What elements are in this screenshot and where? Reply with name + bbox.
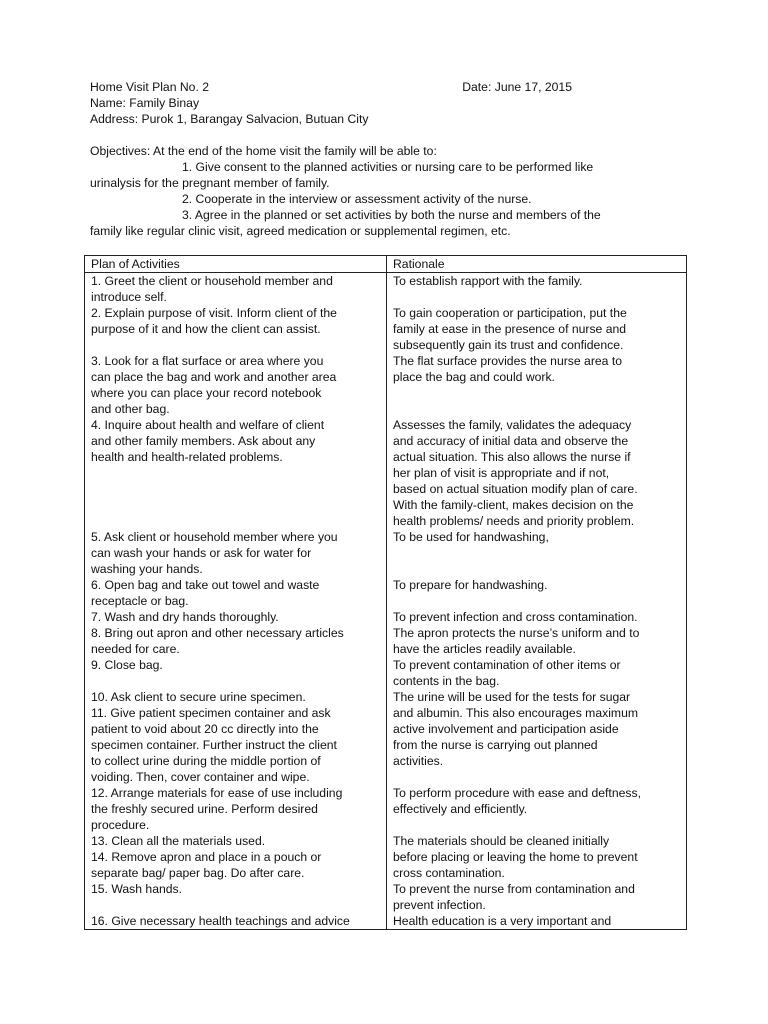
activity-line <box>91 497 382 513</box>
rationale-line: health problems/ needs and priority problem. <box>393 514 635 528</box>
table-body <box>85 273 687 930</box>
table-row <box>85 353 687 417</box>
rationale-line: To be used for handwashing, <box>393 530 549 544</box>
rationale-cell <box>387 657 687 689</box>
rationale-line: and accuracy of initial data and observe the <box>393 434 629 448</box>
activity-line <box>91 337 382 353</box>
rationale-line: place the bag and could work. <box>393 370 555 384</box>
activity-line: 13. Clean all the materials used. <box>91 834 266 848</box>
table-row <box>85 689 687 705</box>
rationale-cell <box>387 705 687 785</box>
plan-of-activities-table <box>84 255 687 930</box>
activity-line: 11. Give patient specimen container and ask <box>91 706 331 720</box>
table-row <box>85 577 687 609</box>
rationale-line <box>393 769 682 785</box>
rationale-line: have the articles readily available. <box>393 642 576 656</box>
rationale-line: subsequently gain its trust and confidence. <box>393 338 624 352</box>
activity-line: separate bag/ paper bag. Do after care. <box>91 866 305 880</box>
rationale-line: Health education is a very important and <box>393 914 612 928</box>
rationale-line: based on actual situation modify plan of care. <box>393 482 638 496</box>
family-address: Address: Purok 1, Barangay Salvacion, Butuan City <box>90 112 369 126</box>
activity-line: needed for care. <box>91 642 180 656</box>
rationale-cell <box>387 609 687 625</box>
activity-line: and other family members. Ask about any <box>91 434 316 448</box>
activity-line: 14. Remove apron and place in a pouch or <box>91 850 322 864</box>
activity-line: 4. Inquire about health and welfare of client <box>91 418 325 432</box>
rationale-line: effectively and efficiently. <box>393 802 528 816</box>
rationale-line: prevent infection. <box>393 898 486 912</box>
activity-line: 2. Explain purpose of visit. Inform client of the <box>91 306 337 320</box>
activity-cell <box>85 417 387 529</box>
table-row <box>85 849 687 881</box>
objective-2: 2. Cooperate in the interview or assessment activity of the nurse. <box>182 192 532 206</box>
table-row <box>85 273 687 306</box>
activity-cell <box>85 273 387 306</box>
activity-cell <box>85 625 387 657</box>
visit-date: Date: June 17, 2015 <box>462 80 572 94</box>
rationale-line: To prevent the nurse from contamination and <box>393 882 635 896</box>
rationale-line: The materials should be cleaned initially <box>393 834 610 848</box>
rationale-line: With the family-client, makes decision on the <box>393 498 634 512</box>
table-row <box>85 705 687 785</box>
rationale-line <box>393 593 682 609</box>
rationale-cell <box>387 881 687 913</box>
rationale-line: To gain cooperation or participation, put the <box>393 306 627 320</box>
rationale-line: The urine will be used for the tests for sugar <box>393 690 631 704</box>
rationale-line: contents in the bag. <box>393 674 500 688</box>
activity-cell <box>85 689 387 705</box>
rationale-line: cross contamination. <box>393 866 505 880</box>
activity-line <box>91 465 382 481</box>
activity-line: specimen container. Further instruct the client <box>91 738 337 752</box>
rationale-cell <box>387 785 687 833</box>
activity-cell <box>85 577 387 609</box>
table-row <box>85 417 687 529</box>
activity-cell <box>85 705 387 785</box>
rationale-line: To prevent infection and cross contamination. <box>393 610 638 624</box>
activity-line: 16. Give necessary health teachings and advice <box>91 914 350 928</box>
rationale-cell <box>387 913 687 930</box>
table-row <box>85 657 687 689</box>
rationale-cell <box>387 833 687 849</box>
rationale-line: and albumin. This also encourages maximum <box>393 706 638 720</box>
activity-line <box>91 481 382 497</box>
activity-line: 9. Close bag. <box>91 658 163 672</box>
table-row <box>85 881 687 913</box>
rationale-line: To prepare for handwashing. <box>393 578 548 592</box>
rationale-line: To prevent contamination of other items or <box>393 658 621 672</box>
activity-line: receptacle or bag. <box>91 594 189 608</box>
activity-line <box>91 897 382 913</box>
rationale-cell <box>387 689 687 705</box>
activity-line: to collect urine during the middle portion of <box>91 754 321 768</box>
rationale-line: To perform procedure with ease and deftness, <box>393 786 641 800</box>
rationale-line: The flat surface provides the nurse area to <box>393 354 622 368</box>
activity-line: introduce self. <box>91 290 167 304</box>
header-row <box>90 79 686 95</box>
table-header-row <box>85 256 687 273</box>
activity-cell <box>85 609 387 625</box>
objective-1-line-2: urinalysis for the pregnant member of family. <box>90 176 330 190</box>
rationale-line: actual situation. This also allows the nurse if <box>393 450 631 464</box>
activity-line: can wash your hands or ask for water for <box>91 546 312 560</box>
rationale-line: before placing or leaving the home to prevent <box>393 850 638 864</box>
activity-line: 10. Ask client to secure urine specimen. <box>91 690 306 704</box>
activity-line: 3. Look for a flat surface or area where you <box>91 354 324 368</box>
column-header-plan: Plan of Activities <box>85 256 387 273</box>
rationale-line <box>393 289 682 305</box>
document-header <box>90 79 686 239</box>
activity-cell <box>85 913 387 930</box>
activity-line: washing your hands. <box>91 562 203 576</box>
rationale-line <box>393 385 682 401</box>
table-row <box>85 913 687 930</box>
rationale-line: To establish rapport with the family. <box>393 274 583 288</box>
rationale-line: from the nurse is carrying out planned <box>393 738 598 752</box>
objective-3-line-2: family like regular clinic visit, agreed medication or supplemental regimen, etc. <box>90 224 511 238</box>
activity-cell <box>85 849 387 881</box>
activity-line: 5. Ask client or household member where you <box>91 530 338 544</box>
activity-cell <box>85 657 387 689</box>
activity-line: the freshly secured urine. Perform desired <box>91 802 318 816</box>
rationale-line: Assesses the family, validates the adequacy <box>393 418 632 432</box>
rationale-line: family at ease in the presence of nurse and <box>393 322 627 336</box>
objectives-intro: Objectives: At the end of the home visit the family will be able to: <box>90 144 437 158</box>
rationale-line <box>393 545 682 561</box>
activity-cell <box>85 529 387 577</box>
rationale-cell <box>387 849 687 881</box>
activity-line: health and health-related problems. <box>91 450 283 464</box>
objective-1-line-1: 1. Give consent to the planned activities or nursing care to be performed like <box>182 160 594 174</box>
activity-cell <box>85 833 387 849</box>
table-row <box>85 609 687 625</box>
activity-line: can place the bag and work and another area <box>91 370 337 384</box>
activity-line: 8. Bring out apron and other necessary articles <box>91 626 344 640</box>
objectives-section <box>90 143 686 239</box>
activity-line <box>91 673 382 689</box>
rationale-cell <box>387 305 687 353</box>
activity-line: 1. Greet the client or household member and <box>91 274 333 288</box>
rationale-line: activities. <box>393 754 444 768</box>
rationale-cell <box>387 577 687 609</box>
activity-line: and other bag. <box>91 402 170 416</box>
activity-line: 6. Open bag and take out towel and waste <box>91 578 320 592</box>
activity-line: 15. Wash hands. <box>91 882 183 896</box>
rationale-cell <box>387 353 687 417</box>
activity-cell <box>85 785 387 833</box>
activity-line: 7. Wash and dry hands thoroughly. <box>91 610 279 624</box>
activity-line: purpose of it and how the client can assist. <box>91 322 321 336</box>
activity-line: patient to void about 20 cc directly into the <box>91 722 319 736</box>
table-row <box>85 785 687 833</box>
plan-title: Home Visit Plan No. 2 <box>90 80 209 94</box>
rationale-line: active involvement and participation aside <box>393 722 619 736</box>
rationale-cell <box>387 529 687 577</box>
table-row <box>85 305 687 353</box>
family-name: Name: Family Binay <box>90 96 200 110</box>
activity-cell <box>85 305 387 353</box>
table-row <box>85 529 687 577</box>
activity-line <box>91 513 382 529</box>
activity-line: 12. Arrange materials for ease of use including <box>91 786 343 800</box>
rationale-line: her plan of visit is appropriate and if not, <box>393 466 610 480</box>
activity-line: where you can place your record notebook <box>91 386 322 400</box>
rationale-cell <box>387 625 687 657</box>
rationale-line <box>393 401 682 417</box>
rationale-line <box>393 561 682 577</box>
table-row <box>85 625 687 657</box>
activity-cell <box>85 353 387 417</box>
rationale-line <box>393 817 682 833</box>
table-row <box>85 833 687 849</box>
rationale-cell <box>387 417 687 529</box>
rationale-cell <box>387 273 687 306</box>
rationale-line: The apron protects the nurse’s uniform and to <box>393 626 640 640</box>
column-header-rationale: Rationale <box>387 256 687 273</box>
activity-line: procedure. <box>91 818 150 832</box>
objective-3-line-1: 3. Agree in the planned or set activities by both the nurse and members of the <box>182 208 601 222</box>
activity-cell <box>85 881 387 913</box>
activity-line: voiding. Then, cover container and wipe. <box>91 770 310 784</box>
